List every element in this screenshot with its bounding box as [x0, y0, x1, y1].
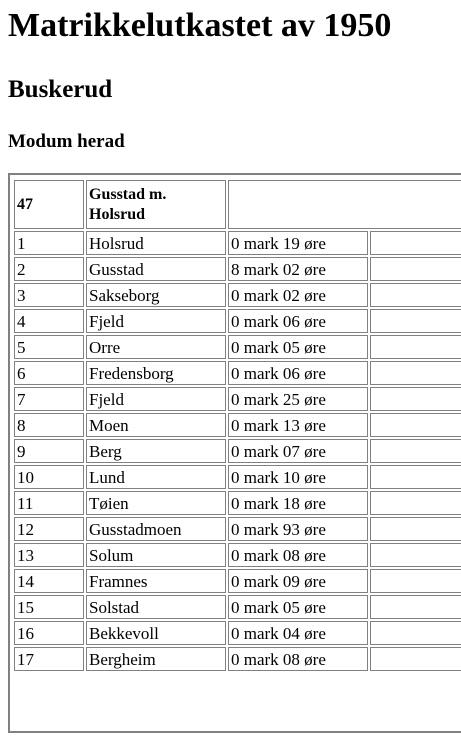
- table-row: [14, 569, 461, 593]
- row-empty-cell: [370, 335, 461, 359]
- row-name-cell: Fjeld: [86, 309, 226, 333]
- table-row: [14, 231, 461, 255]
- row-number-cell: 13: [14, 543, 84, 567]
- property-table-frame: [8, 173, 461, 733]
- row-value-cell: 0 mark 04 øre: [228, 621, 368, 645]
- row-name-cell: Sakseborg: [86, 283, 226, 307]
- row-empty-cell: [370, 283, 461, 307]
- row-empty-cell: [370, 569, 461, 593]
- row-value-cell: 0 mark 09 øre: [228, 569, 368, 593]
- row-value-cell: 0 mark 02 øre: [228, 283, 368, 307]
- row-value-cell: 0 mark 10 øre: [228, 465, 368, 489]
- table-row: [14, 647, 461, 671]
- table-row: [14, 309, 461, 333]
- row-number-cell: 14: [14, 569, 84, 593]
- property-table-body: [14, 180, 461, 671]
- row-value-cell: 0 mark 06 øre: [228, 361, 368, 385]
- row-name-cell: Fredensborg: [86, 361, 226, 385]
- row-empty-cell: [370, 439, 461, 463]
- row-value-cell: 0 mark 06 øre: [228, 309, 368, 333]
- row-empty-cell: [370, 595, 461, 619]
- row-empty-cell: [370, 517, 461, 541]
- table-row: [14, 439, 461, 463]
- row-name-cell: Bekkevoll: [86, 621, 226, 645]
- row-value-cell: 0 mark 05 øre: [228, 595, 368, 619]
- municipality-heading: Modum herad: [8, 131, 125, 152]
- row-number-cell: 3: [14, 283, 84, 307]
- table-row: [14, 283, 461, 307]
- row-number-cell: 7: [14, 387, 84, 411]
- row-value-cell: 0 mark 08 øre: [228, 647, 368, 671]
- row-name-cell: Solum: [86, 543, 226, 567]
- table-row: [14, 335, 461, 359]
- farm-number-cell: 47: [14, 180, 84, 229]
- table-row: [14, 465, 461, 489]
- row-number-cell: 5: [14, 335, 84, 359]
- row-number-cell: 2: [14, 257, 84, 281]
- row-name-cell: Tøien: [86, 491, 226, 515]
- row-name-cell: Fjeld: [86, 387, 226, 411]
- row-empty-cell: [370, 257, 461, 281]
- property-table: [12, 178, 461, 673]
- row-empty-cell: [370, 387, 461, 411]
- row-value-cell: 0 mark 07 øre: [228, 439, 368, 463]
- table-row: [14, 361, 461, 385]
- table-header-row: [14, 180, 461, 229]
- row-empty-cell: [370, 309, 461, 333]
- row-number-cell: 6: [14, 361, 84, 385]
- header-empty-cell: [228, 180, 461, 229]
- farm-name-cell: Gusstad m. Holsrud: [86, 180, 226, 229]
- table-row: [14, 491, 461, 515]
- row-value-cell: 0 mark 19 øre: [228, 231, 368, 255]
- table-row: [14, 621, 461, 645]
- row-empty-cell: [370, 231, 461, 255]
- row-number-cell: 12: [14, 517, 84, 541]
- row-number-cell: 15: [14, 595, 84, 619]
- table-row: [14, 387, 461, 411]
- row-name-cell: Framnes: [86, 569, 226, 593]
- row-name-cell: Holsrud: [86, 231, 226, 255]
- row-name-cell: Lund: [86, 465, 226, 489]
- row-name-cell: Solstad: [86, 595, 226, 619]
- row-empty-cell: [370, 361, 461, 385]
- row-number-cell: 1: [14, 231, 84, 255]
- row-value-cell: 0 mark 18 øre: [228, 491, 368, 515]
- county-heading: Buskerud: [8, 76, 113, 103]
- row-name-cell: Berg: [86, 439, 226, 463]
- row-value-cell: 0 mark 08 øre: [228, 543, 368, 567]
- row-empty-cell: [370, 621, 461, 645]
- table-row: [14, 595, 461, 619]
- row-name-cell: Gusstad: [86, 257, 226, 281]
- row-empty-cell: [370, 465, 461, 489]
- table-row: [14, 413, 461, 437]
- table-row: [14, 543, 461, 567]
- row-empty-cell: [370, 491, 461, 515]
- row-value-cell: 0 mark 93 øre: [228, 517, 368, 541]
- row-empty-cell: [370, 413, 461, 437]
- page-title: Matrikkelutkastet av 1950: [8, 7, 392, 44]
- row-value-cell: 0 mark 25 øre: [228, 387, 368, 411]
- table-row: [14, 517, 461, 541]
- row-number-cell: 11: [14, 491, 84, 515]
- row-number-cell: 8: [14, 413, 84, 437]
- row-value-cell: 0 mark 05 øre: [228, 335, 368, 359]
- row-empty-cell: [370, 543, 461, 567]
- row-number-cell: 9: [14, 439, 84, 463]
- row-value-cell: 8 mark 02 øre: [228, 257, 368, 281]
- row-number-cell: 17: [14, 647, 84, 671]
- table-row: [14, 257, 461, 281]
- row-name-cell: Bergheim: [86, 647, 226, 671]
- row-value-cell: 0 mark 13 øre: [228, 413, 368, 437]
- row-number-cell: 16: [14, 621, 84, 645]
- row-name-cell: Moen: [86, 413, 226, 437]
- row-number-cell: 4: [14, 309, 84, 333]
- row-name-cell: Gusstadmoen: [86, 517, 226, 541]
- row-number-cell: 10: [14, 465, 84, 489]
- row-empty-cell: [370, 647, 461, 671]
- row-name-cell: Orre: [86, 335, 226, 359]
